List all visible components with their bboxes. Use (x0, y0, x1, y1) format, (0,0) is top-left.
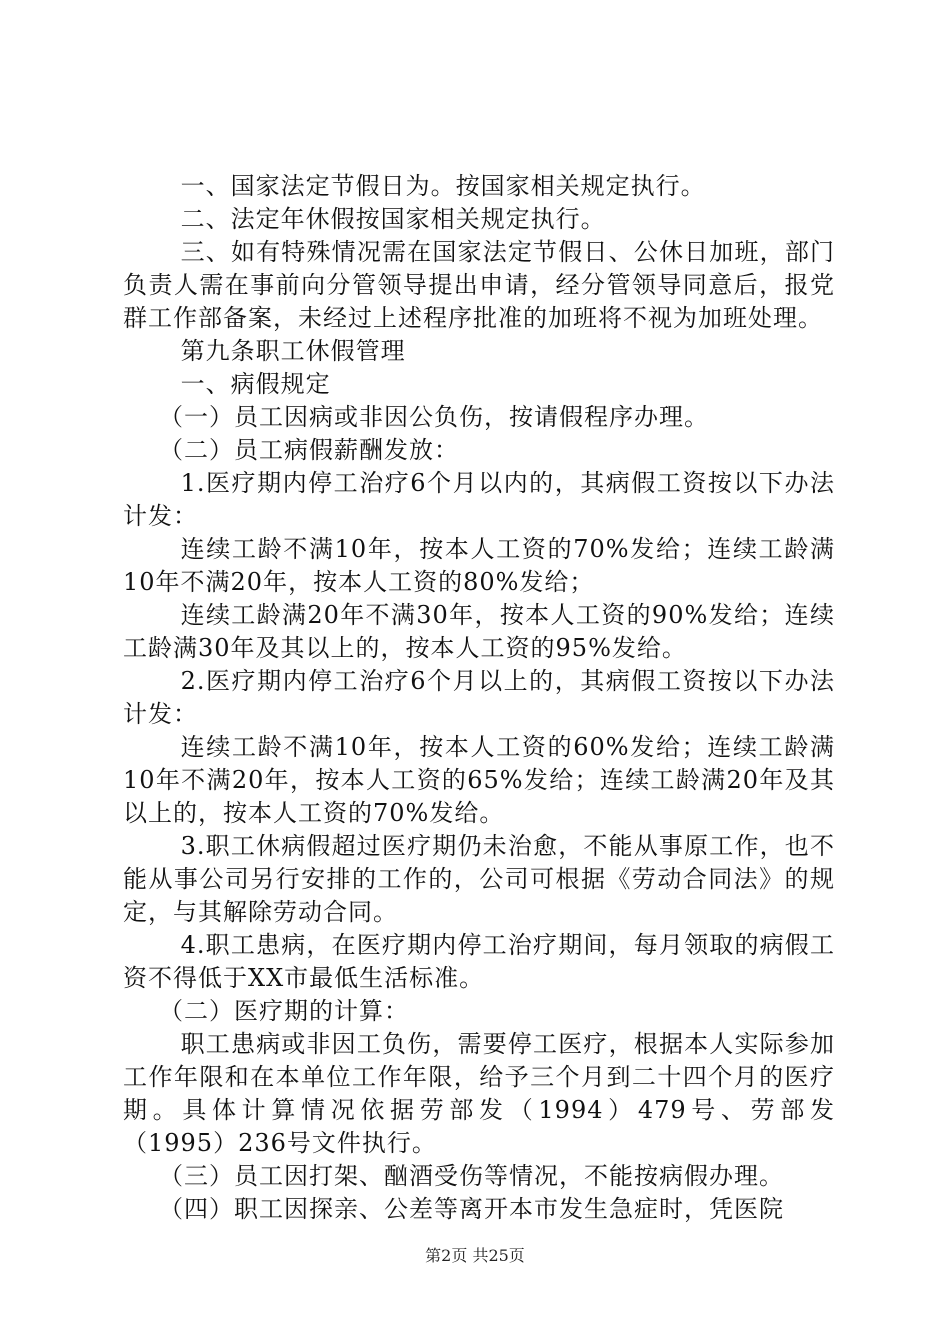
subsection-heading: 一、病假规定 (180, 370, 331, 398)
document-body (123, 170, 835, 1226)
paragraph: 4.职工患病，在医疗期内停工治疗期间，每月领取的病假工资不得低于XX市最低生活标准。 (123, 931, 835, 992)
paragraph: （三）员工因打架、酗酒受伤等情况，不能按病假办理。 (159, 1162, 784, 1190)
paragraph: （四）职工因探亲、公差等离开本市发生急症时，凭医院 (159, 1195, 784, 1223)
paragraph: 二、法定年休假按国家相关规定执行。 (180, 205, 606, 233)
paragraph: 连续工龄不满10年，按本人工资的70%发给；连续工龄满10年不满20年，按本人工资的80%发给； (123, 535, 835, 596)
paragraph: 一、国家法定节假日为。按国家相关规定执行。 (180, 172, 706, 200)
paragraph: 2.医疗期内停工治疗6个月以上的，其病假工资按以下办法计发： (123, 667, 835, 728)
paragraph: 连续工龄满20年不满30年，按本人工资的90%发给；连续工龄满30年及其以上的，按本人工资的95%发给。 (123, 601, 835, 662)
paragraph: （二）员工病假薪酬发放： (159, 436, 459, 464)
paragraph: 三、如有特殊情况需在国家法定节假日、公休日加班，部门负责人需在事前向分管领导提出申请，经分管领导同意后，报党群工作部备案，未经过上述程序批准的加班将不视为加班处理。 (123, 238, 835, 332)
page-footer (0, 1243, 950, 1266)
page-number: 第2页 共25页 (425, 1246, 525, 1265)
paragraph: 职工患病或非因工负伤，需要停工医疗，根据本人实际参加工作年限和在本单位工作年限，给予三个月到二十四个月的医疗期。具体计算情况依据劳部发（1994）479号、劳部发（1995）236号文件执行。 (123, 1030, 835, 1157)
paragraph: 1.医疗期内停工治疗6个月以内的，其病假工资按以下办法计发： (123, 469, 835, 530)
paragraph: 连续工龄不满10年，按本人工资的60%发给；连续工龄满10年不满20年，按本人工资的65%发给；连续工龄满20年及其以上的，按本人工资的70%发给。 (123, 733, 835, 827)
section-heading: 第九条职工休假管理 (180, 337, 406, 365)
paragraph: 3.职工休病假超过医疗期仍未治愈，不能从事原工作，也不能从事公司另行安排的工作的，公司可根据《劳动合同法》的规定，与其解除劳动合同。 (123, 832, 835, 926)
paragraph: （一）员工因病或非因公负伤，按请假程序办理。 (159, 403, 709, 431)
paragraph: （二）医疗期的计算： (159, 997, 409, 1025)
